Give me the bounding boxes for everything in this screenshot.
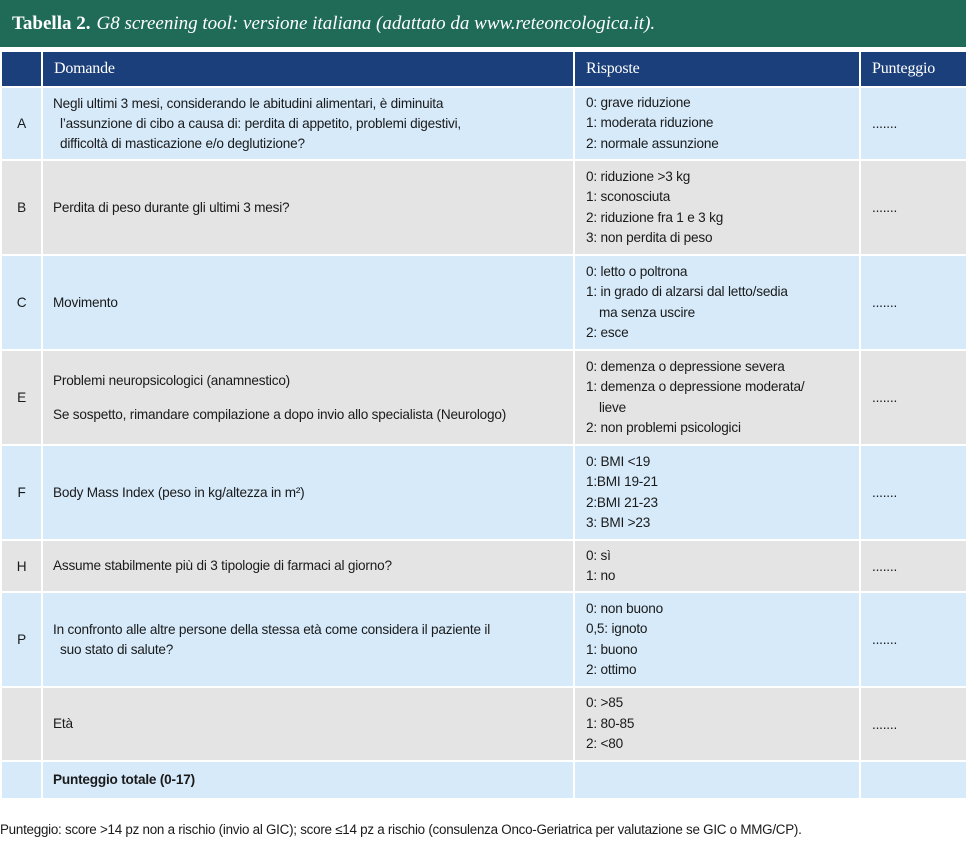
answer-option: 2: riduzione fra 1 e 3 kg: [586, 209, 724, 225]
question-line: Perdita di peso durante gli ultimi 3 mesi?: [53, 199, 290, 215]
question-line: Movimento: [53, 294, 118, 310]
score-cell: .......: [860, 592, 966, 687]
answer-option: 0: BMI <19: [586, 453, 651, 469]
question-line: Negli ultimi 3 mesi, considerando le abitudini alimentari, è diminuita: [53, 95, 444, 111]
answer-option: 1:BMI 19-21: [586, 474, 658, 489]
total-row: [1, 761, 966, 799]
question-cell: [42, 540, 574, 592]
total-score-cell: [860, 761, 966, 799]
answer-option: 0,5: ignoto: [586, 621, 648, 636]
row-id: A: [1, 87, 42, 160]
row-id: B: [1, 160, 42, 255]
question-line: Body Mass Index (peso in kg/altezza in m²): [53, 484, 305, 500]
question-line: suo stato di salute?: [60, 641, 174, 657]
question-cell: [42, 87, 574, 160]
answer-option: 1: sconosciuta: [586, 189, 671, 204]
score-cell: .......: [860, 87, 966, 160]
table-number: Tabella 2.: [12, 12, 91, 34]
answers-cell: [574, 445, 860, 540]
answer-option: lieve: [599, 399, 626, 415]
answer-option: 2: non problemi psicologici: [586, 420, 741, 435]
g8-screening-table: [0, 50, 966, 800]
table-caption: G8 screening tool: versione italiana (adattato da www.reteoncologica.it).: [96, 12, 656, 34]
table-footnote: Punteggio: score >14 pz non a rischio (invio al GIC); score ≤14 pz a rischio (consulenza Onco-Geriatrica per valutazione se GIC o MMG/CP).: [0, 822, 802, 837]
answer-option: 1: moderata riduzione: [586, 115, 714, 131]
answer-option: ma senza uscire: [599, 304, 695, 320]
header-id: [1, 51, 42, 87]
answers-cell: [574, 540, 860, 592]
answer-option: 0: sì: [586, 547, 611, 563]
row-id: F: [1, 445, 42, 540]
header-domande: Domande: [42, 51, 574, 87]
question-spacer: [53, 391, 563, 405]
header-risposte: Risposte: [574, 51, 860, 87]
answer-option: 0: grave riduzione: [586, 94, 691, 110]
answer-option: 0: non buono: [586, 600, 663, 616]
header-punteggio: Punteggio: [860, 51, 966, 87]
total-answers-cell: [574, 761, 860, 799]
question-line: Assume stabilmente più di 3 tipologie di farmaci al giorno?: [53, 558, 392, 573]
answer-option: 1: no: [586, 568, 616, 583]
question-line: difficoltà di masticazione e/o deglutizione?: [60, 135, 305, 151]
table-row: [1, 255, 966, 350]
row-id: [1, 687, 42, 761]
table-row: [1, 592, 966, 687]
question-cell: [42, 592, 574, 687]
answer-option: 1: demenza o depressione moderata/: [586, 379, 805, 394]
table-row: [1, 87, 966, 160]
row-id: C: [1, 255, 42, 350]
answer-option: 3: non perdita di peso: [586, 230, 713, 245]
answer-option: 1: in grado di alzarsi dal letto/sedia: [586, 284, 788, 299]
score-cell: .......: [860, 687, 966, 761]
table-row: [1, 160, 966, 255]
score-cell: .......: [860, 160, 966, 255]
total-label: Punteggio totale (0-17): [42, 761, 574, 799]
question-line: In confronto alle altre persone della stessa età come considera il paziente il: [53, 621, 491, 637]
answer-option: 2: esce: [586, 325, 629, 340]
header-row: [1, 51, 966, 87]
answer-option: 0: letto o poltrona: [586, 263, 688, 279]
score-cell: .......: [860, 255, 966, 350]
row-id: H: [1, 540, 42, 592]
answer-option: 2: normale assunzione: [586, 135, 719, 151]
table-row: [1, 687, 966, 761]
table-row: [1, 445, 966, 540]
question-line: l’assunzione di cibo a causa di: perdita di appetito, problemi digestivi,: [60, 115, 462, 131]
answer-option: 0: demenza o depressione severa: [586, 358, 785, 374]
row-id: E: [1, 350, 42, 445]
table-row: [1, 350, 966, 445]
answer-option: 2: <80: [586, 736, 623, 752]
table-title-bar: [0, 0, 966, 47]
answers-cell: [574, 160, 860, 255]
question-cell: [42, 160, 574, 255]
answer-option: 2:BMI 21-23: [586, 494, 658, 510]
score-cell: .......: [860, 445, 966, 540]
answer-option: 0: riduzione >3 kg: [586, 168, 691, 184]
question-cell: [42, 687, 574, 761]
score-cell: .......: [860, 540, 966, 592]
question-cell: [42, 445, 574, 540]
answers-cell: [574, 350, 860, 445]
question-cell: [42, 350, 574, 445]
question-line: Età: [53, 716, 73, 731]
score-cell: .......: [860, 350, 966, 445]
question-line: Problemi neuropsicologici (anamnestico): [53, 372, 291, 388]
table-row: [1, 540, 966, 592]
answers-cell: [574, 255, 860, 350]
question-cell: [42, 255, 574, 350]
row-id: P: [1, 592, 42, 687]
answers-cell: [574, 592, 860, 687]
answers-cell: [574, 687, 860, 761]
answer-option: 1: buono: [586, 641, 638, 657]
answer-option: 3: BMI >23: [586, 515, 651, 530]
answer-option: 0: >85: [586, 695, 623, 711]
total-id-cell: [1, 761, 42, 799]
answer-option: 2: ottimo: [586, 662, 637, 677]
answer-option: 1: 80-85: [586, 715, 635, 731]
question-line: Se sospetto, rimandare compilazione a dopo invio allo specialista (Neurologo): [53, 406, 507, 422]
answers-cell: [574, 87, 860, 160]
